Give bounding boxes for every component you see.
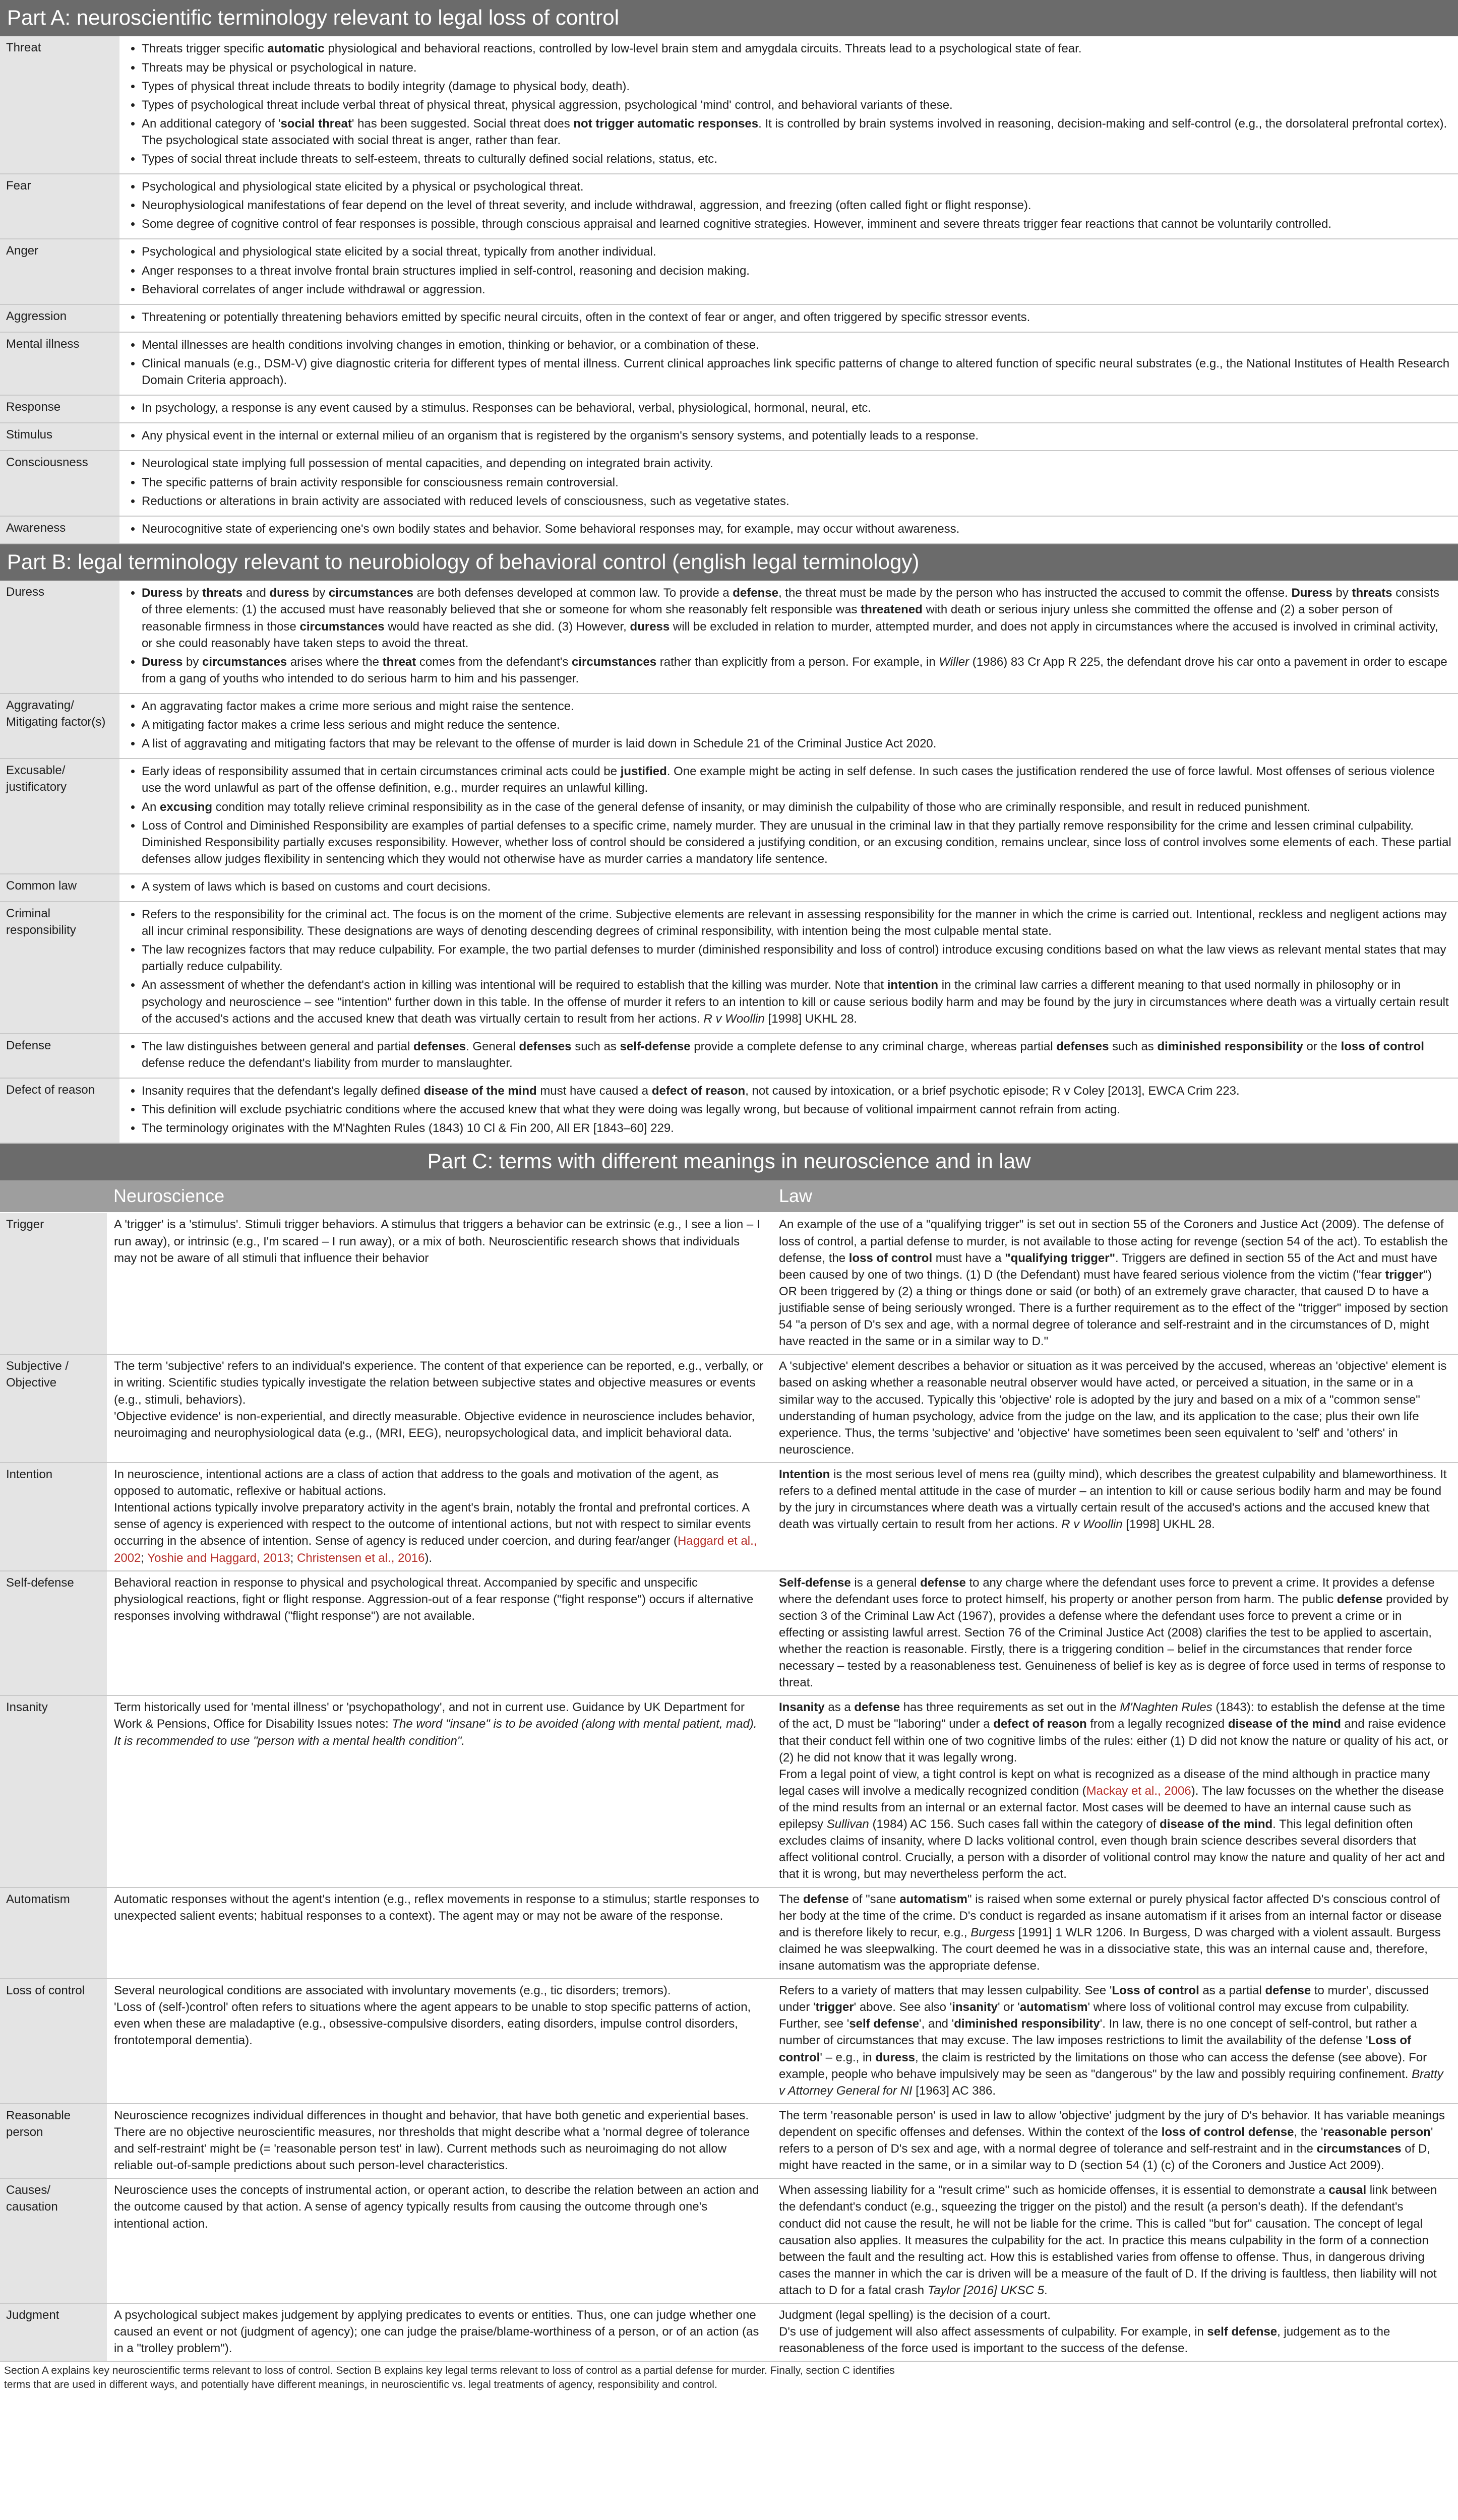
term-row-threat	[0, 36, 1458, 174]
term-description	[120, 451, 1458, 516]
term-row-common-law	[0, 874, 1458, 902]
comparison-row-loss-of-control	[0, 1979, 1458, 2104]
description-bullet: • This definition will exclude psychiatric conditions where the accused knew that what they were doing was legally wrong, but because of volitional impairment cannot refrain from acting.	[142, 1101, 1452, 1118]
caption-line-1: Section A explains key neuroscientific terms relevant to loss of control. Section B explains key legal terms relevant to loss of control as a partial defense for murder. Finally, section C identifies	[4, 2365, 895, 2377]
part-b-table	[0, 581, 1458, 1144]
comparison-row-insanity	[0, 1695, 1458, 1887]
description-bullet: • Reductions or alterations in brain activity are associated with reduced levels of consciousness, such as vegetative states.	[142, 493, 1452, 510]
term-row-mental-illness	[0, 332, 1458, 395]
term-description	[120, 304, 1458, 332]
term-label: Fear	[0, 174, 120, 239]
comparison-row-automatism	[0, 1887, 1458, 1979]
term-label: Aggravating/ Mitigating factor(s)	[0, 694, 120, 759]
description-bullet: • A system of laws which is based on customs and court decisions.	[142, 878, 1452, 895]
term-label: Aggression	[0, 304, 120, 332]
comparison-row-causes-causation	[0, 2178, 1458, 2303]
term-label: Defect of reason	[0, 1078, 120, 1143]
description-bullet: • Psychological and physiological state elicited by a social threat, typically from another individual.	[142, 243, 1452, 260]
term-row-aggression	[0, 304, 1458, 332]
term-label: Defense	[0, 1034, 120, 1078]
term-label: Insanity	[0, 1695, 107, 1887]
term-label: Trigger	[0, 1213, 107, 1354]
term-description	[120, 36, 1458, 174]
caption-line-2: terms that are used in different ways, and potentially have different meanings, in neuroscientific vs. legal treatments of agency, responsibility and control.	[4, 2378, 717, 2390]
neuroscience-meaning: Neuroscience recognizes individual differences in thought and behavior, that have both genetic and experiential bases. There are no objective neuroscientific measures, nor thresholds that might describe what a 'normal degree of tolerance and self-restraint' might be (= 'reasonable person test' in law). Current methods such as neuroimaging do not allow reliable out-of-sample predictions about such person-level characteristics.	[107, 2104, 773, 2178]
law-meaning: Intention is the most serious level of mens rea (guilty mind), which describes the greatest culpability and blameworthiness. It refers to a defined mental attitude in the case of murder – an intention to kill or cause serious bodily harm and may be found by the jury in circumstances where death was a virtually certain result of the accused's actions and the accused knew that death was virtually certain to result from her actions. R v Woollin [1998] UKHL 28.	[773, 1463, 1458, 1571]
comparison-row-reasonable-person	[0, 2104, 1458, 2178]
description-bullet: • Anger responses to a threat involve frontal brain structures implied in self-control, reasoning and decision making.	[142, 263, 1452, 279]
description-bullet: • An excusing condition may totally relieve criminal responsibility as in the case of the general defense of insanity, or may diminish the culpability of those who are criminally responsible, and result in reduced punishment.	[142, 799, 1452, 815]
description-bullet: • Early ideas of responsibility assumed that in certain circumstances criminal acts could be justified. One example might be acting in self defense. In such cases the justification rendered the use of force lawful. Most offenses of serious violence use the word unlawful as part of the offense definition, e.g., murder requires an unlawful killing.	[142, 763, 1452, 796]
neuroscience-meaning: A 'trigger' is a 'stimulus'. Stimuli trigger behaviors. A stimulus that triggers a behavior can be extrinsic (e.g., I see a lion – I run away), or intrinsic (e.g., I'm scared – I run away), or a mix of both. Neuroscientific research shows that individuals may not be aware of all stimuli that influence their behavior	[107, 1213, 773, 1354]
term-description	[120, 239, 1458, 304]
term-label: Common law	[0, 874, 120, 902]
description-bullet: • Threats may be physical or psychological in nature.	[142, 59, 1452, 76]
term-description	[120, 902, 1458, 1034]
term-description	[120, 395, 1458, 423]
term-row-excusable-justificatory	[0, 759, 1458, 874]
description-bullet: • Some degree of cognitive control of fear responses is possible, through conscious appraisal and learned cognitive strategies. However, imminent and severe threats trigger fear reactions that cannot be voluntarily controlled.	[142, 216, 1452, 232]
comparison-row-trigger	[0, 1213, 1458, 1354]
description-bullet: • Psychological and physiological state elicited by a physical or psychological threat.	[142, 178, 1452, 195]
term-label: Awareness	[0, 516, 120, 544]
term-description	[120, 516, 1458, 544]
table-caption	[0, 2362, 1458, 2391]
term-description	[120, 694, 1458, 759]
term-label: Mental illness	[0, 332, 120, 395]
term-row-awareness	[0, 516, 1458, 544]
description-bullet: • In psychology, a response is any event caused by a stimulus. Responses can be behavioral, verbal, physiological, hormonal, neural, etc.	[142, 400, 1452, 416]
description-bullet: • Threats trigger specific automatic physiological and behavioral reactions, controlled by low-level brain stem and amygdala circuits. Threats lead to a psychological state of fear.	[142, 40, 1452, 57]
term-label: Loss of control	[0, 1979, 107, 2104]
neuroscience-meaning: Term historically used for 'mental illness' or 'psychopathology', and not in current use. Guidance by UK Department for Work & Pensions, Office for Disability Issues notes: The word "insane" is to be avoided (along with mental patient, mad). It is recommended to use "person with a mental health condition".	[107, 1695, 773, 1887]
term-row-consciousness	[0, 451, 1458, 516]
term-label: Subjective / Objective	[0, 1354, 107, 1463]
description-bullet: • Duress by threats and duress by circumstances are both defenses developed at common law. To provide a defense, the threat must be made by the person who has instructed the accused to commit the offense. Duress by threats consists of three elements: (1) the accused must have reasonably believed that she or someone for whom she reasonably felt responsible was threatened with death or serious injury unless she committed the offense and (2) a sober person of reasonable firmness in those circumstances would have reacted as she did. (3) However, duress will be excluded in relation to murder, attempted murder, and does not apply in circumstances where the accused is involved in criminal activity, or she could reasonably have taken steps to avoid the threat.	[142, 585, 1452, 651]
term-label: Stimulus	[0, 423, 120, 451]
term-row-fear	[0, 174, 1458, 239]
neuroscience-meaning: Automatic responses without the agent's intention (e.g., reflex movements in response to a stimulus; startle responses to unexpected salient events; habitual responses to a context). The agent may or may not be aware of the response.	[107, 1887, 773, 1979]
term-row-defense	[0, 1034, 1458, 1078]
term-label: Response	[0, 395, 120, 423]
column-header-neuroscience: Neuroscience	[107, 1180, 773, 1213]
part-a-heading: Part A: neuroscientific terminology relevant to legal loss of control	[0, 0, 1458, 36]
neuroscience-meaning: Neuroscience uses the concepts of instrumental action, or operant action, to describe the relation between an action and the outcome caused by that action. A sense of agency typically results from causing the outcome through one's intentional action.	[107, 2178, 773, 2303]
part-c-column-header-row	[0, 1180, 1458, 1213]
term-description	[120, 1078, 1458, 1143]
term-label: Reasonable person	[0, 2104, 107, 2178]
law-meaning: Insanity as a defense has three requirements as set out in the M'Naghten Rules (1843): to establish the defense at the time of the act, D must be "laboring" under a defect of reason from a legally recognized disease of the mind and raise evidence that their conduct fell within one of two cognitive limbs of the rules: either (1) D did not know the nature or quality of his act, or (2) he did not know that it was legally wrong. From a legal point of view, a tight control is kept on what is recognized as a disease of the mind although in practice many legal cases will involve a medically recognized condition (Mackay et al., 2006). The law focusses on the whether the disease of the mind results from an internal or an external factor. Most cases will be deemed to have an internal cause such as epilepsy Sullivan (1984) AC 156. Such cases fall within the category of disease of the mind. This legal definition often excludes claims of insanity, where D lacks volitional control, even though brain science describes several disorders that affect volitional control. Crucially, a person with a disorder of volitional control may know the nature and quality of her act and that it is wrong, but may nevertheless perform the act.	[773, 1695, 1458, 1887]
term-row-duress	[0, 581, 1458, 694]
description-bullet: • A list of aggravating and mitigating factors that may be relevant to the offense of murder is laid down in Schedule 21 of the Criminal Justice Act 2020.	[142, 735, 1452, 752]
law-meaning: Self-defense is a general defense to any charge where the defendant uses force to prevent a crime. It provides a defense where the defendant uses force to protect himself, his property or another person from harm. The public defense provided by section 3 of the Criminal Law Act (1967), provides a defense where the defendant uses force to prevent a crime or in effecting or assisting lawful arrest. Section 76 of the Criminal Justice Act (2008) clarifies the test to be applied to ascertain, whether the reaction is reasonable. Firstly, there is a triggering condition – belief in the circumstances that render force necessary – tested by a reasonableness test. Genuineness of belief is key as is degree of force used in terms of response to threat.	[773, 1571, 1458, 1696]
description-bullet: • Duress by circumstances arises where the threat comes from the defendant's circumstances rather than explicitly from a person. For example, in Willer (1986) 83 Cr App R 225, the defendant drove his car onto a pavement in order to escape from a gang of youths who intended to do serious harm to him and his passenger.	[142, 654, 1452, 687]
description-bullet: • The specific patterns of brain activity responsible for consciousness remain controversial.	[142, 474, 1452, 491]
law-meaning: A 'subjective' element describes a behavior or situation as it was perceived by the accused, whereas an 'objective' element is based on asking whether a reasonable neutral observer would have acted, or perceived a situation, in the same or in a similar way to the accused. Typically this 'objective' role is adopted by the jury and based on a mix of a "common sense" understanding of human psychology, advice from the judge on the law, and its application to the case; plus their own life experience. Thus, the terms 'subjective' and 'objective' have sometimes been seen equivalent to 'self' and 'others' in neuroscience.	[773, 1354, 1458, 1463]
term-row-stimulus	[0, 423, 1458, 451]
law-meaning: Judgment (legal spelling) is the decision of a court. D's use of judgement will also affect assessments of culpability. For example, in self defense, judgement as to the reasonableness of the force used is important to the success of the defense.	[773, 2303, 1458, 2361]
neuroscience-meaning: The term 'subjective' refers to an individual's experience. The content of that experience can be reported, e.g., verbally, or in writing. Scientific studies typically investigate the relation between subjective states and objective measures or events (e.g., stimuli, behaviors). 'Objective evidence' is non-experiential, and directly measurable. Objective evidence in neuroscience includes behavior, neuroimaging and neurophysiological data (e.g., (MRI, EEG), neuropsychological data, and implicit behavioral data.	[107, 1354, 773, 1463]
description-bullet: • Clinical manuals (e.g., DSM-V) give diagnostic criteria for different types of mental illness. Current clinical approaches link specific patterns of change to altered function of specific neural substrates (e.g., the National Institutes of Health Research Domain Criteria approach).	[142, 355, 1452, 389]
term-description	[120, 423, 1458, 451]
term-label: Automatism	[0, 1887, 107, 1979]
term-row-criminal-responsibility	[0, 902, 1458, 1034]
description-bullet: • A mitigating factor makes a crime less serious and might reduce the sentence.	[142, 717, 1452, 733]
description-bullet: • An additional category of 'social threat' has been suggested. Social threat does not trigger automatic responses. It is controlled by brain systems involved in reasoning, decision-making and self-control (e.g., the dorsolateral prefrontal cortex). The psychological state associated with social threat is anger, rather than fear.	[142, 115, 1452, 149]
law-meaning: Refers to a variety of matters that may lessen culpability. See 'Loss of control as a partial defense to murder', discussed under 'trigger' above. See also 'insanity' or 'automatism' where loss of volitional control may excuse from culpability. Further, see 'self defense', and 'diminished responsibility'. In law, there is no one concept of self-control, but rather a number of circumstances that may excuse. The law imposes restrictions to limit the availability of the defense 'Loss of control' – e.g., in duress, the claim is restricted by the limitations on those who can access the defense (see above). For example, people who behave impulsively may be seen as "dangerous" by the law and possibly requiring confinement. Bratty v Attorney General for NI [1963] AC 386.	[773, 1979, 1458, 2104]
description-bullet: • Neurological state implying full possession of mental capacities, and depending on integrated brain activity.	[142, 455, 1452, 472]
description-bullet: • An aggravating factor makes a crime more serious and might raise the sentence.	[142, 698, 1452, 715]
law-meaning: The defense of "sane automatism" is raised when some external or purely physical factor affected D's conscious control of her body at the time of the crime. D's conduct is regarded as insane automatism if it arises from an internal factor or disease and is therefore likely to recur, e.g., Burgess [1991] 1 WLR 1206. In Burgess, D was charged with a violent assault. Burgess claimed he was sleepwalking. The court deemed he was in a dissociative state, this was an internal cause and, therefore, insane automatism was the appropriate defense.	[773, 1887, 1458, 1979]
description-bullet: • Types of psychological threat include verbal threat of physical threat, physical aggression, psychological 'mind' control, and behavioral variants of these.	[142, 97, 1452, 113]
description-bullet: • The law distinguishes between general and partial defenses. General defenses such as self-defense provide a complete defense to any criminal charge, whereas partial defenses such as diminished responsibility or the loss of control defense reduce the defendant's liability from murder to manslaughter.	[142, 1038, 1452, 1072]
term-label: Causes/ causation	[0, 2178, 107, 2303]
term-label: Consciousness	[0, 451, 120, 516]
neuroscience-meaning: A psychological subject makes judgement by applying predicates to events or entities. Thus, one can judge whether one caused an event or not (judgment of agency); one can judge the praise/blame-worthiness of a person, or of an action (as in a "trolley problem").	[107, 2303, 773, 2361]
comparison-row-self-defense	[0, 1571, 1458, 1696]
description-bullet: • The law recognizes factors that may reduce culpability. For example, the two partial defenses to murder (diminished responsibility and loss of control) introduce excusing conditions based on what the law views as relevant mental states that may partially reduce culpability.	[142, 941, 1452, 975]
description-bullet: • Threatening or potentially threatening behaviors emitted by specific neural circuits, often in the context of fear or anger, and often triggered by specific stressor events.	[142, 309, 1452, 326]
description-bullet: • Insanity requires that the defendant's legally defined disease of the mind must have caused a defect of reason, not caused by intoxication, or a brief psychotic episode; R v Coley [2013], EWCA Crim 223.	[142, 1083, 1452, 1099]
term-description	[120, 759, 1458, 874]
description-bullet: • Types of social threat include threats to self-esteem, threats to culturally defined social relations, status, etc.	[142, 151, 1452, 167]
description-bullet: • The terminology originates with the M'Naghten Rules (1843) 10 Cl & Fin 200, All ER [1843–60] 229.	[142, 1120, 1452, 1137]
neuroscience-meaning: Several neurological conditions are associated with involuntary movements (e.g., tic disorders; tremors). 'Loss of (self-)control' often refers to situations where the agent appears to be unable to stop specific patterns of action, even when these are maladaptive (e.g., obsessive-compulsive disorders, eating disorders, impulse control disorders, frontotemporal dementia).	[107, 1979, 773, 2104]
description-bullet: • Any physical event in the internal or external milieu of an organism that is registered by the organism's sensory systems, and potentially leads to a response.	[142, 427, 1452, 444]
law-meaning: An example of the use of a "qualifying trigger" is set out in section 55 of the Coroners and Justice Act (2009). The defense of loss of control, a partial defense to murder, is not available to those acting for revenge (section 54 of the act). To establish the defense, the loss of control must have a "qualifying trigger". Triggers are defined in section 55 of the Act and must have been caused by one of two things. (1) D (the Defendant) must have feared serious violence from the victim ("fear trigger") OR been triggered by (2) a thing or things done or said (or both) of an extremely grave character, that caused D to have a justifiable sense of being seriously wronged. There is a further requirement as to the effect of the "trigger" imposed by section 54 "a person of D's sex and age, with a normal degree of tolerance and self-restraint and in the circumstances of D, might have reacted in the same or in a similar way to D."	[773, 1213, 1458, 1354]
term-label: Intention	[0, 1463, 107, 1571]
part-c-header-blank	[0, 1180, 107, 1213]
part-c-heading: Part C: terms with different meanings in neuroscience and in law	[0, 1144, 1458, 1180]
law-meaning: The term 'reasonable person' is used in law to allow 'objective' judgment by the jury of D's behavior. It has variable meanings dependent on specific offenses and defenses. Within the context of the loss of control defense, the 'reasonable person' refers to a person of D's sex and age, with a normal degree of tolerance and self-restraint and in the circumstances of D, might have reacted in the same, or in a similar way to D (section 54 (1) (c) of the Coroners and Justice Act 2009).	[773, 2104, 1458, 2178]
column-header-law: Law	[773, 1180, 1458, 1213]
description-bullet: • Mental illnesses are health conditions involving changes in emotion, thinking or behavior, or a combination of these.	[142, 337, 1452, 353]
part-a-table	[0, 36, 1458, 544]
part-c-table	[0, 1180, 1458, 2362]
term-label: Threat	[0, 36, 120, 174]
term-row-anger	[0, 239, 1458, 304]
term-label: Anger	[0, 239, 120, 304]
term-description	[120, 1034, 1458, 1078]
term-row-defect-of-reason	[0, 1078, 1458, 1143]
comparison-row-judgment	[0, 2303, 1458, 2361]
term-label: Duress	[0, 581, 120, 694]
description-bullet: • An assessment of whether the defendant's action in killing was intentional will be required to establish that the killing was murder. Note that intention in the criminal law carries a different meaning to that used normally in philosophy or in psychology and neuroscience – see "intention" further down in this table. In the offense of murder it refers to an intention to kill or cause serious bodily harm and may be found by the jury in circumstances where death was a virtually certain result of the accused's actions and the accused knew that death was virtually certain to result from her actions. R v Woollin [1998] UKHL 28.	[142, 977, 1452, 1027]
term-description	[120, 174, 1458, 239]
description-bullet: • Types of physical threat include threats to bodily integrity (damage to physical body, death).	[142, 78, 1452, 95]
neuroscience-meaning: Behavioral reaction in response to physical and psychological threat. Accompanied by specific and unspecific physiological reactions, fight or flight response. Aggression-out of a fear response ("fight response") occurs if alternative responses involving withdrawal ("flight response") are not available.	[107, 1571, 773, 1696]
description-bullet: • Neurophysiological manifestations of fear depend on the level of threat severity, and include withdrawal, aggression, and freezing (often called fight or flight response).	[142, 197, 1452, 214]
term-row-response	[0, 395, 1458, 423]
part-b-heading: Part B: legal terminology relevant to neurobiology of behavioral control (english legal terminology)	[0, 544, 1458, 581]
description-bullet: • Refers to the responsibility for the criminal act. The focus is on the moment of the crime. Subjective elements are relevant in assessing responsibility for the manner in which the crime is carried out. Intentional, reckless and negligent actions may all incur criminal responsibility. These designations are ways of denoting descending degrees of criminal responsibility, with intention being the most culpable mental state.	[142, 906, 1452, 939]
term-description	[120, 581, 1458, 694]
comparison-row-intention	[0, 1463, 1458, 1571]
term-row-aggravating-mitigating-factor-s	[0, 694, 1458, 759]
term-label: Excusable/ justificatory	[0, 759, 120, 874]
term-label: Criminal responsibility	[0, 902, 120, 1034]
neuroscience-meaning: In neuroscience, intentional actions are a class of action that address to the goals and motivation of the agent, as opposed to automatic, reflexive or habitual actions. Intentional actions typically involve preparatory activity in the agent's brain, notably the frontal and prefrontal cortices. A sense of agency is experienced with respect to the outcome of intentional actions, but not with respect to similar events occurring in the absence of intention. Sense of agency is reduced under coercion, and during fear/anger (Haggard et al., 2002; Yoshie and Haggard, 2013; Christensen et al., 2016).	[107, 1463, 773, 1571]
term-label: Self-defense	[0, 1571, 107, 1696]
term-description	[120, 874, 1458, 902]
comparison-row-subjective-objective	[0, 1354, 1458, 1463]
description-bullet: • Neurocognitive state of experiencing one's own bodily states and behavior. Some behavioral responses may, for example, may occur without awareness.	[142, 521, 1452, 537]
term-description	[120, 332, 1458, 395]
description-bullet: • Behavioral correlates of anger include withdrawal or aggression.	[142, 281, 1452, 298]
description-bullet: • Loss of Control and Diminished Responsibility are examples of partial defenses to a specific crime, namely murder. They are unusual in the criminal law in that they partially remove responsibility for the crime and lessen criminal culpability. Diminished Responsibility partially excuses responsibility. However, whether loss of control should be considered a justifying condition, or an excusing condition, remains unclear, since loss of control involves some elements of each. These partial defenses allow judges flexibility in sentencing which they would not otherwise have as murder carries a mandatory life sentence.	[142, 817, 1452, 867]
law-meaning: When assessing liability for a "result crime" such as homicide offenses, it is essential to demonstrate a causal link between the defendant's conduct (e.g., squeezing the trigger on the pistol) and the result (a person's death). If the defendant's conduct did not cause the result, he will not be liable for the crime. This is called "but for" causation. The concept of legal causation also applies. It measures the culpability for the act. In practice this means culpability in the form of a connection between the fault and the resulting act. How this is established varies from offense to offense. Thus, in dangerous driving cases the manner in which the car is driven will be a measure of the fault of D. If the driving is faultless, then liability will not attach to D for a fatal crash Taylor [2016] UKSC 5.	[773, 2178, 1458, 2303]
term-label: Judgment	[0, 2303, 107, 2361]
